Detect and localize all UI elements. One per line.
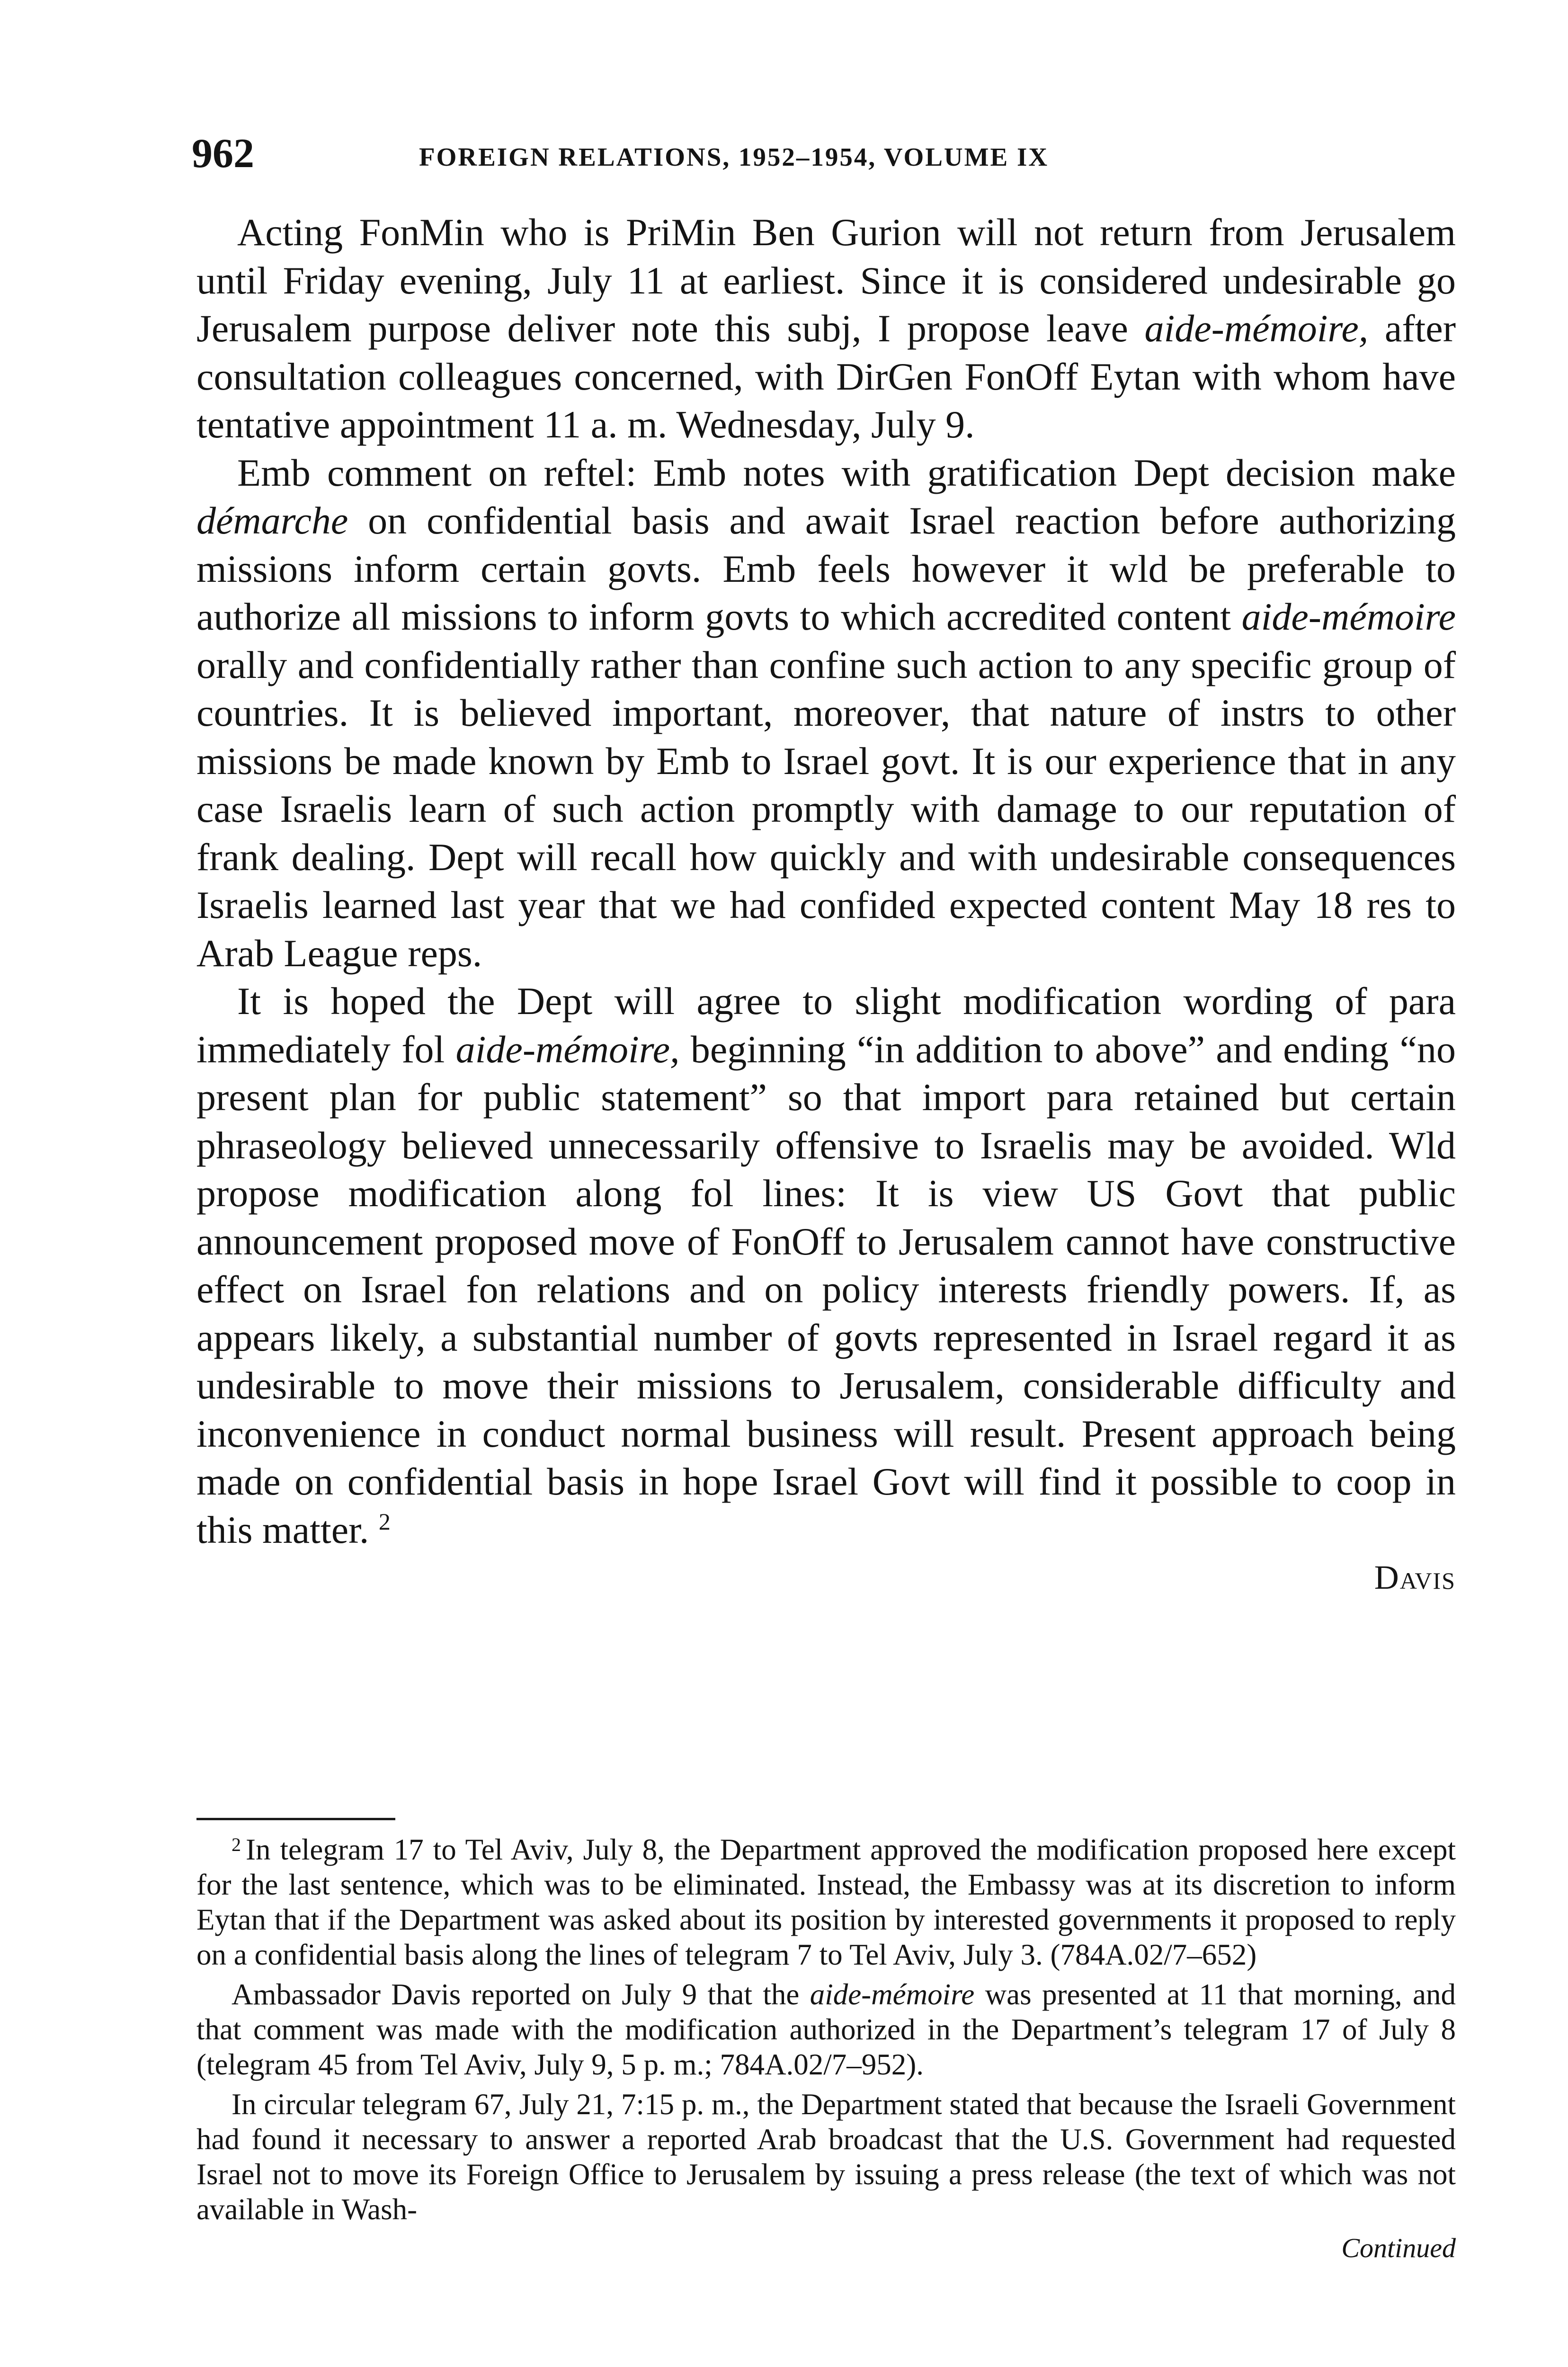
paragraph-3-text-a: It is hoped the Dept will agree to slight modification wording of para immediately fol xyxy=(196,979,1456,1071)
paragraph-1 xyxy=(196,208,1456,449)
footnote-3-text: In circular telegram 67, July 21, 7:15 p. m., the Department stated that because the Israeli Government had found it necessary to answer a reported Arab broadcast that the U.S. Government had requested Israel not to move its Foreign Office to Jerusalem by issuing a press release (the text of which was not available in Wash- xyxy=(196,2088,1456,2226)
page-number: 962 xyxy=(192,131,254,177)
paragraph-2-text-b: on confidential basis and await Israel reaction before authorizing missions inform certain govts. Emb feels however it wld be preferable to authorize all missions to inform govts to which accredited content xyxy=(196,499,1456,638)
paragraph-2 xyxy=(196,449,1456,978)
footnote-2-text-a: Ambassador Davis reported on July 9 that the xyxy=(232,1978,810,2011)
document-body xyxy=(196,208,1456,1602)
footnotes xyxy=(196,1832,1456,2265)
paragraph-3-text-b: beginning “in addition to above” and ending “no present plan for public statement” so that import para retained but certain phraseology believed unnecessarily offensive to Israelis may be avoided. Wld propose modification along fol lines: It is view US Govt that public announcement proposed move of FonOff to Jerusalem cannot have constructive effect on Israel fon relations and on policy interests friendly powers. If, as appears likely, a substantial number of govts represented in Israel regard it as undesirable to move their missions to Jerusalem, considerable difficulty and inconvenience in conduct normal business will result. Present approach being made on confidential basis in hope Israel Govt will find it possible to coop in this matter. xyxy=(196,1027,1456,1551)
paragraph-2-text-c: orally and confidentially rather than confine such action to any specific group of countries. It is believed important, moreover, that nature of instrs to other missions be made known by Emb to Israel govt. It is our experience that in any case Israelis learn of such action promptly with damage to our reputation of frank dealing. Dept will recall how quickly and with undesirable consequences Israelis learned last year that we had confided expected content May 18 res to Arab League reps. xyxy=(196,643,1456,975)
footnote-divider xyxy=(196,1818,395,1820)
paragraph-3-italic-term: aide-mémoire, xyxy=(455,1027,680,1071)
page-header xyxy=(192,125,1456,182)
paragraph-3 xyxy=(196,977,1456,1554)
footnote-mark: 2 xyxy=(232,1834,241,1855)
paragraph-2-italic-term-2: aide-mémoire xyxy=(1241,595,1456,638)
paragraph-1-text-b: after consultation colleagues concerned, with DirGen FonOff Eytan with whom have tentative appointment 11 a. m. Wednesday, July 9. xyxy=(196,307,1456,446)
running-head: FOREIGN RELATIONS, 1952–1954, VOLUME IX xyxy=(419,142,1049,171)
footnote-3 xyxy=(196,2087,1456,2227)
paragraph-1-text-a: Acting FonMin who is PriMin Ben Gurion will not return from Jerusalem until Friday evening, July 11 at earliest. Since it is considered undesirable go Jerusalem purpose deliver note this subj, I propose leave xyxy=(196,211,1456,350)
footnote-1 xyxy=(196,1832,1456,1972)
footnote-2 xyxy=(196,1977,1456,2082)
paragraph-1-italic-term: aide-mémoire, xyxy=(1144,307,1369,350)
continued-label: Continued xyxy=(1341,2233,1456,2263)
footnote-reference: 2 xyxy=(378,1508,391,1535)
paragraph-2-text-a: Emb comment on reftel: Emb notes with gratification Dept decision make xyxy=(237,451,1456,494)
footnote-2-italic-term: aide-mémoire xyxy=(810,1978,975,2011)
footnote-1-text: In telegram 17 to Tel Aviv, July 8, the Department approved the modification proposed here except for the last sentence, which was to be eliminated. Instead, the Embassy was at its discretion to inform Eytan that if the Department was asked about its position by interested governments it proposed to reply on a confidential basis along the lines of telegram 7 to Tel Aviv, July 3. (784A.02/7–652) xyxy=(196,1833,1456,1971)
footnote-2-text-b: was presented at 11 that morning, and that comment was made with the modification authorized in the Department’s telegram 17 of July 8 (telegram 45 from Tel Aviv, July 9, 5 p. m.; 784A.02/7–952). xyxy=(196,1978,1456,2081)
signature: Davis xyxy=(1374,1558,1456,1596)
paragraph-2-italic-term-1: démarche xyxy=(196,499,348,542)
